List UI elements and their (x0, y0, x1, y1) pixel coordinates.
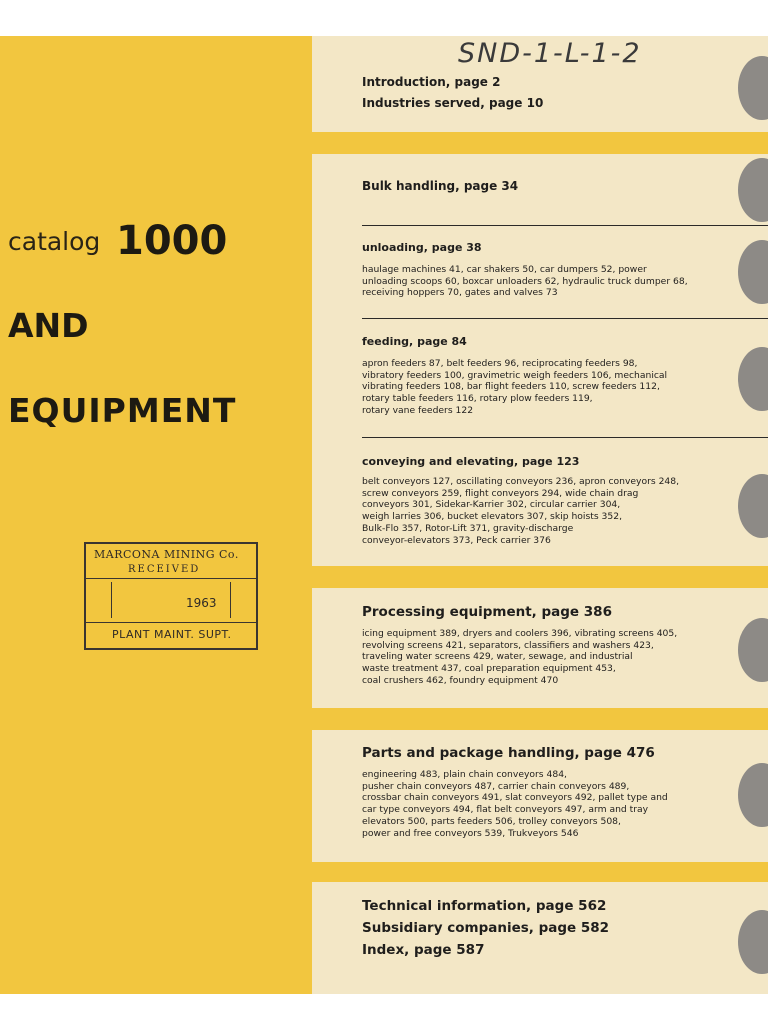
list-item: vibratory feeders 100, gravimetric weigh feeders 106, mechanical (362, 369, 668, 381)
list-item: elevators 500, parts feeders 506, trolley conveyors 508, (362, 815, 621, 827)
toc-bulk-link[interactable]: Bulk handling, page 34 (362, 179, 519, 193)
toc-conveying-link[interactable]: conveying and elevating, page 123 (362, 455, 580, 468)
unloading-items (362, 264, 742, 299)
stamp-department: PLANT MAINT. SUPT. (112, 628, 232, 641)
list-item: unloading scoops 60, boxcar unloaders 62, hydraulic truck dumper 68, (362, 275, 688, 287)
list-item: power and free conveyors 539, Trukveyors 546 (362, 827, 579, 839)
list-item: engineering 483, plain chain conveyors 484, (362, 769, 567, 780)
list-item: Bulk-Flo 357, Rotor-Lift 371, gravity-discharge (362, 522, 574, 534)
stamp-divider (230, 582, 231, 618)
list-item: screw conveyors 259, flight conveyors 294, wide chain drag (362, 487, 639, 499)
list-item: receiving hoppers 70, gates and valves 73 (362, 287, 558, 299)
list-item: car type conveyors 494, flat belt conveyors 497, arm and tray (362, 804, 649, 816)
received-stamp (84, 542, 258, 650)
toc-industries-link[interactable]: Industries served, page 10 (362, 96, 544, 110)
cover-line-equipment: EQUIPMENT (8, 391, 237, 430)
stripe (312, 132, 768, 154)
stripe (312, 566, 768, 588)
section-divider (362, 225, 768, 226)
list-item: rotary table feeders 116, rotary plow feeders 119, (362, 393, 593, 405)
list-item: revolving screens 421, separators, classifiers and washers 423, (362, 639, 654, 651)
cover-line-and: AND (8, 306, 89, 345)
toc-feeding-link[interactable]: feeding, page 84 (362, 335, 467, 348)
toc-subsidiary-link[interactable]: Subsidiary companies, page 582 (362, 920, 610, 936)
list-item: haulage machines 41, car shakers 50, car dumpers 52, power (362, 264, 647, 275)
stamp-divider (86, 622, 256, 623)
list-item: pusher chain conveyors 487, carrier chain conveyors 489, (362, 780, 630, 792)
toc-processing-link[interactable]: Processing equipment, page 386 (362, 604, 612, 620)
list-item: belt conveyors 127, oscillating conveyors 236, apron conveyors 248, (362, 476, 680, 487)
toc-unloading-link[interactable]: unloading, page 38 (362, 241, 482, 254)
list-item: traveling water screens 429, water, sewage, and industrial (362, 651, 633, 663)
list-item: vibrating feeders 108, bar flight feeders 110, screw feeders 112, (362, 381, 660, 393)
processing-items (362, 628, 742, 687)
stripe (312, 862, 768, 882)
cover-yellow-band (0, 36, 312, 994)
list-item: weigh larries 306, bucket elevators 307, skip hoists 352, (362, 511, 623, 523)
stamp-divider (86, 578, 256, 579)
toc-index-link[interactable]: Index, page 587 (362, 942, 485, 958)
stripe (312, 708, 768, 730)
section-divider (362, 318, 768, 319)
handwritten-code: SND-1-L-1-2 (458, 38, 642, 69)
stamp-company: MARCONA MINING Co. (94, 548, 239, 561)
toc-intro-link[interactable]: Introduction, page 2 (362, 75, 501, 89)
list-item: waste treatment 437, coal preparation equipment 453, (362, 663, 616, 675)
catalog-number: 1000 (116, 218, 228, 264)
list-item: conveyors 301, Sidekar-Karrier 302, circular carrier 304, (362, 499, 621, 511)
section-divider (362, 437, 768, 438)
list-item: crossbar chain conveyors 491, slat conveyors 492, pallet type and (362, 792, 668, 804)
stamp-divider (111, 582, 112, 618)
catalog-word: catalog (8, 227, 101, 256)
list-item: apron feeders 87, belt feeders 96, reciprocating feeders 98, (362, 358, 638, 369)
list-item: coal crushers 462, foundry equipment 470 (362, 674, 559, 686)
stamp-year: 1963 (186, 596, 217, 610)
stamp-received: RECEIVED (128, 564, 201, 575)
feeding-items (362, 358, 742, 417)
list-item: rotary vane feeders 122 (362, 404, 474, 416)
conveying-items (362, 476, 742, 546)
parts-items (362, 769, 742, 839)
toc-parts-link[interactable]: Parts and package handling, page 476 (362, 745, 655, 761)
toc-technical-link[interactable]: Technical information, page 562 (362, 898, 607, 914)
list-item: conveyor-elevators 373, Peck carrier 376 (362, 534, 551, 546)
list-item: icing equipment 389, dryers and coolers 396, vibrating screens 405, (362, 628, 678, 639)
